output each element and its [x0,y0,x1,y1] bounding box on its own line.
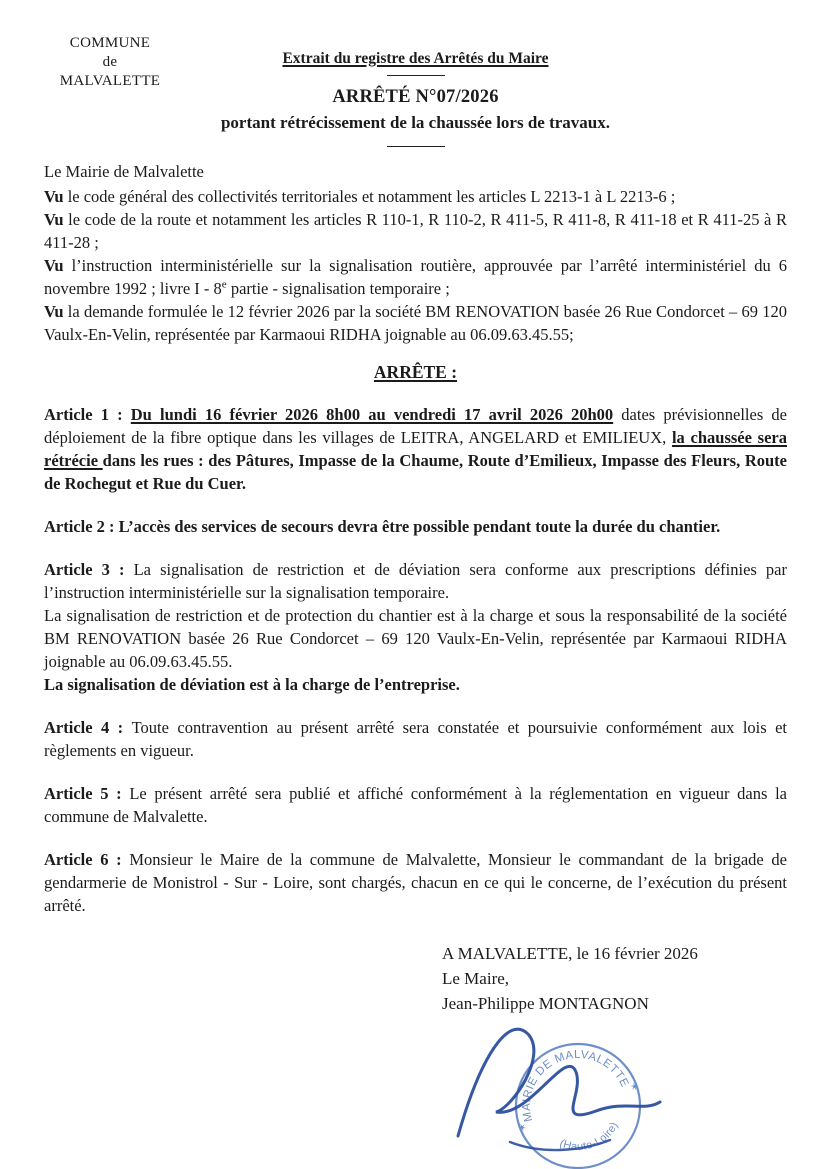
article-label: Article 3 : [44,560,134,579]
divider-rule-top [387,75,445,76]
intro-line: Le Mairie de Malvalette [44,162,204,181]
article3-text: La signalisation de restriction et de déviation sera conforme aux prescriptions définies par l’instruction interministérielle sur la signalisation temporaire. [44,560,787,602]
vu-text: le code général des collectivités territoriales et notamment les articles L 2213-1 à L 2213-6 ; [63,187,676,206]
article-label: Article 5 : [44,784,130,803]
article-label: Article 2 : [44,517,119,536]
arrete-number: ARRÊTÉ N°07/2026 [332,87,499,107]
seal-star-right-icon: ✶ [628,1080,642,1095]
article-3 [44,558,787,604]
article4-text: Toute contravention au présent arrêté sera constatée et poursuivie conformément aux lois et règlements en vigueur. [44,718,787,760]
vu-paragraph-3 [44,254,787,300]
divider-rule-subject [387,146,445,147]
article1-text-end: dans les rues : des Pâtures, Impasse de la Chaume, Route d’Emilieux, Impasse des Fleurs, Route de Rochegut et Rue du Cuer. [44,451,787,493]
article-4 [44,716,787,762]
register-title: Extrait du registre des Arrêtés du Maire [282,50,549,67]
vu-label: Vu [44,187,64,206]
mayor-stamp [448,1014,718,1169]
article-3-paragraph-2: La signalisation de restriction et de protection du chantier est à la charge et sous la responsabilité de la société BM RENOVATION basée 26 Rue Condorcet – 69 120 Vaulx-En-Velin, représentée par Karmaoui RIDHA joignable au 06.09.63.45.55. [44,606,787,671]
article-label: Article 1 : [44,405,131,424]
decision-heading [44,362,787,383]
vu-text: l’instruction interministérielle sur la signalisation routière, approuvée par l’arrêté interministériel du 6 novembre 1992 ; livre I - 8 [44,256,787,298]
stamp-svg [448,1014,718,1169]
seal-text-top [505,1033,631,1124]
signature-place-date: A MALVALETTE, le 16 février 2026 [442,944,698,963]
vu-paragraph-4 [44,300,787,346]
article-label: Article 4 : [44,718,132,737]
signatory-title: Le Maire, [442,969,510,988]
article-label: Article 6 : [44,850,130,869]
article6-text: Monsieur le Maire de la commune de Malvalette, Monsieur le commandant de la brigade de gendarmerie de Monistrol - Sur - Loire, sont chargés, chacun en ce qui le concerne, de l’exécution du présent arrêté. [44,850,787,915]
superscript-e: e [221,278,227,291]
vu-text: le code de la route et notamment les articles R 110-1, R 110-2, R 411-5, R 411-8, R 411-18 et R 411-25 à R 411-28 ; [44,210,787,252]
vu-text: partie - signalisation temporaire ; [226,279,450,298]
article-5 [44,782,787,828]
decision-heading-text: ARRÊTE : [373,362,458,382]
seal-arc-text-bottom: (Haute-Loire) [557,1120,621,1154]
article1-dates: Du lundi 16 février 2026 8h00 au vendredi 17 avril 2026 20h00 [130,405,614,424]
document-header [44,34,787,147]
commune-line-2: de [102,54,118,70]
article-2 [44,515,787,538]
article5-text: Le présent arrêté sera publié et affiché conformément à la réglementation en vigueur dans la commune de Malvalette. [44,784,788,826]
document-body [44,160,787,1016]
arrete-subject: portant rétrécissement de la chaussée lors de travaux. [220,113,611,132]
signature-block [44,941,787,1016]
vu-paragraph-1 [44,185,787,208]
article-1 [44,403,787,495]
signatory-name: Jean-Philippe MONTAGNON [442,994,649,1013]
vu-text: la demande formulée le 12 février 2026 par la société BM RENOVATION basée 26 Rue Condorcet – 69 120 Vaulx-En-Velin, représentée par Karmaoui RIDHA joignable au 06.09.63.45.55; [44,302,787,344]
article1-underlined-phrase: la chaussée sera rétrécie [44,428,787,470]
vu-label: Vu [44,210,64,229]
vu-label: Vu [44,302,64,321]
commune-line-3: MALVALETTE [59,73,161,89]
vu-paragraph-2 [44,208,787,254]
commune-line-1: COMMUNE [69,35,151,51]
commune-block [48,34,172,91]
article-3-paragraph-3: La signalisation de déviation est à la charge de l’entreprise. [44,675,460,694]
article-6 [44,848,787,917]
seal-star-left-icon: ✶ [515,1121,529,1136]
article1-text: dates prévisionnelles de déploiement de la fibre optique dans les villages de LEITRA, ANGELARD et EMILIEUX, [44,405,787,447]
vu-label: Vu [44,256,64,275]
seal-arc-text-top: MAIRIE DE MALVALETTE [520,1048,631,1123]
article2-text: L’accès des services de secours devra être possible pendant toute la durée du chantier. [118,517,721,536]
